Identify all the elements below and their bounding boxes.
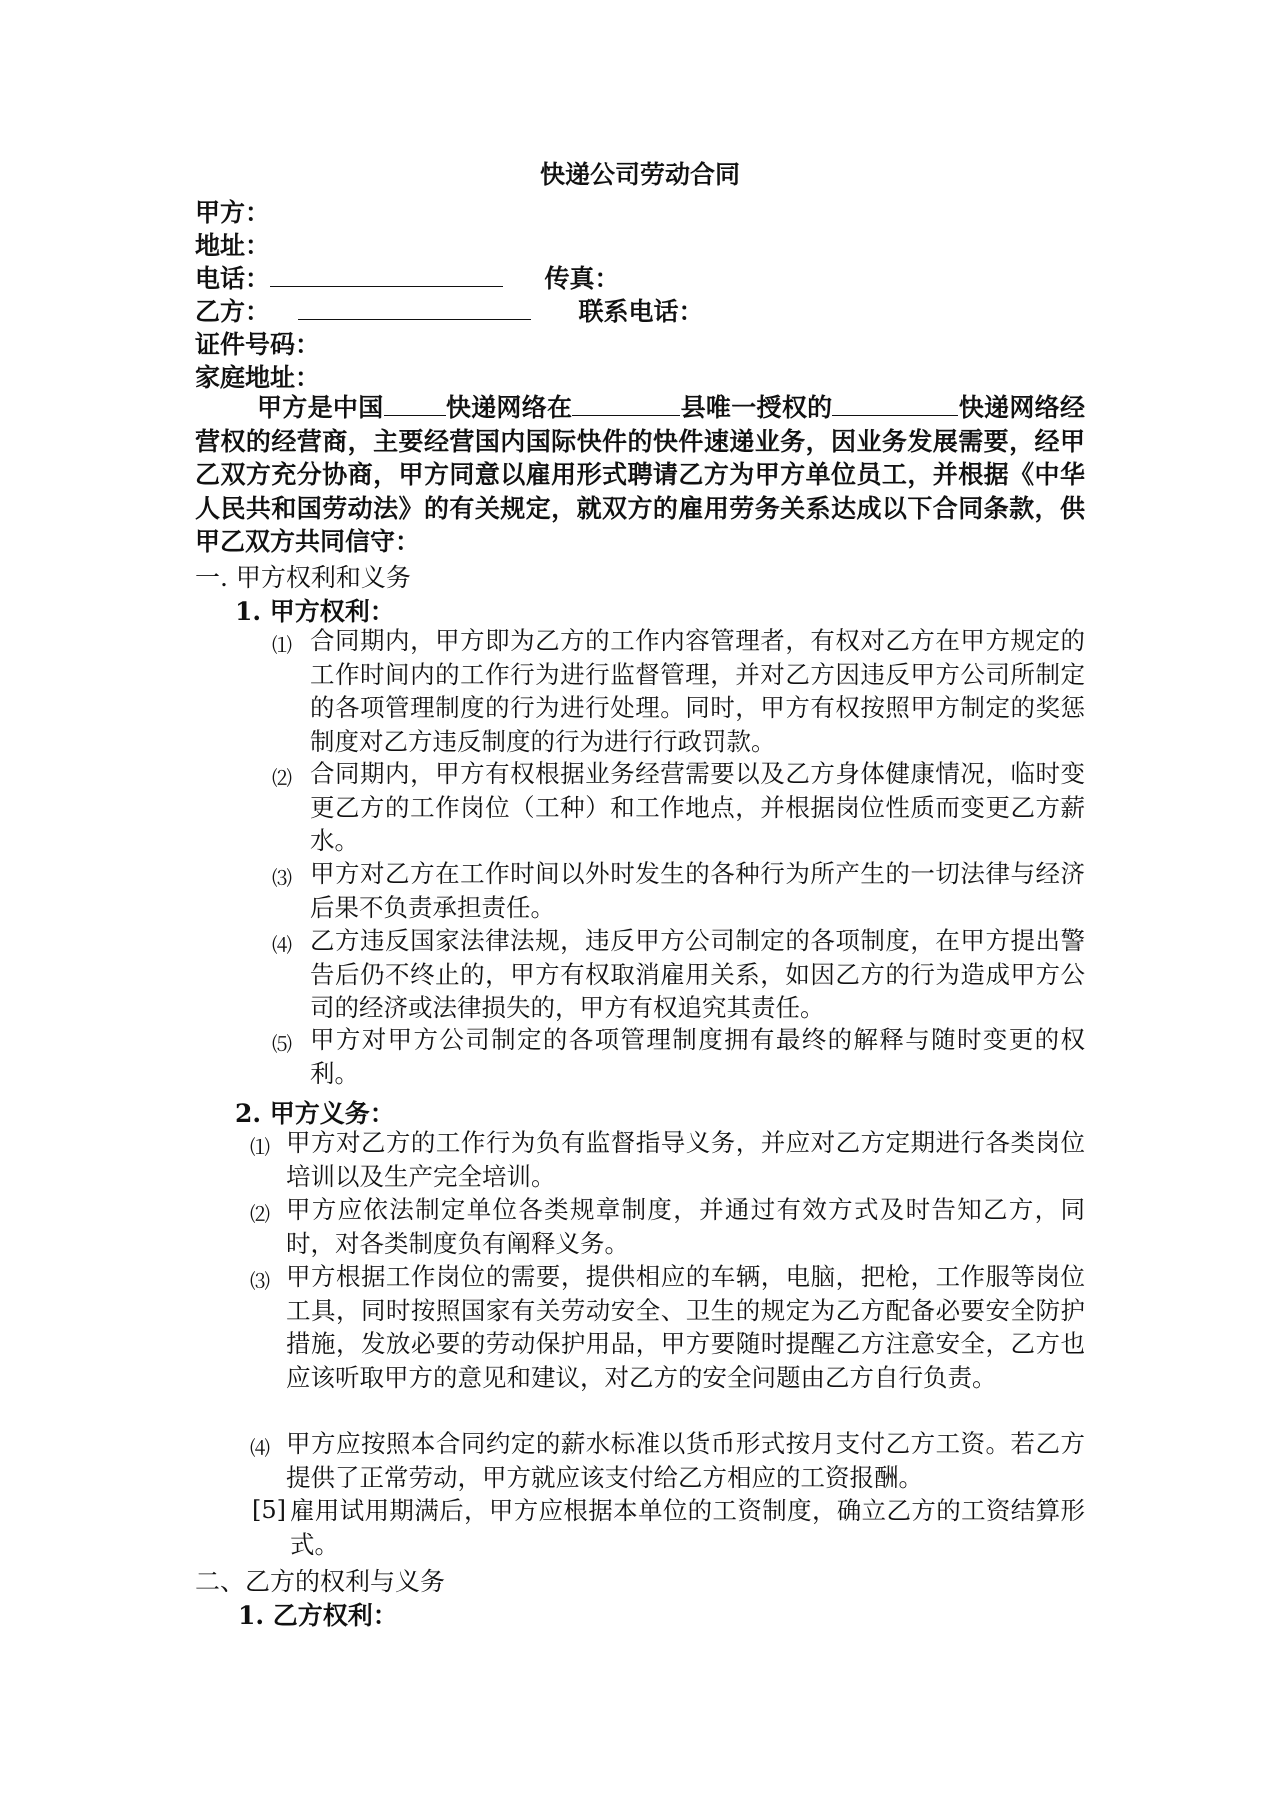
list-item: 甲方根据工作岗位的需要，提供相应的车辆，电脑，把枪，工作服等岗位工具，同时按照国家有关劳动安全、卫生的规定为乙方配备必要安全防护措施，发放必要的劳动保护用品，甲方要随时提醒乙方注意安全，乙方也应该听取甲方的意见和建议，对乙方的安全问题由乙方自行负责。 — [286, 1262, 1085, 1392]
list-item: 甲方应依法制定单位各类规章制度，并通过有效方式及时告知乙方，同时，对各类制度负有阐释义务。 — [286, 1195, 1085, 1258]
list-item-number: ⑵ — [272, 766, 292, 790]
party-b-rights-heading: 1. 乙方权利： — [238, 1601, 398, 1630]
list-item: 甲方对乙方的工作行为负有监督指导义务，并应对乙方定期进行各类岗位培训以及生产完全培训。 — [286, 1128, 1085, 1191]
intro-blank-2 — [572, 389, 680, 416]
list-item-number: ⑵ — [250, 1202, 270, 1226]
list-item: 甲方对甲方公司制定的各项管理制度拥有最终的解释与随时变更的权利。 — [310, 1025, 1085, 1088]
list-item-number: ⑶ — [272, 866, 292, 890]
list-item-number: ⑴ — [272, 633, 292, 657]
contact-phone-label: 联系电话： — [578, 297, 704, 326]
section-2-heading: 二、乙方的权利与义务 — [195, 1567, 446, 1596]
list-item-number: ⑶ — [250, 1269, 270, 1293]
list-item: 乙方违反国家法律法规，违反甲方公司制定的各项制度，在甲方提出警告后仍不终止的，甲方有权取消雇用关系，如因乙方的行为造成甲方公司的经济或法律损失的，甲方有权追究其责任。 — [310, 926, 1085, 1022]
list-item-number: ⑷ — [272, 933, 292, 957]
party-b-label: 乙方： — [195, 297, 271, 326]
list-item: 甲方应按照本合同约定的薪水标准以货币形式按月支付乙方工资。若乙方提供了正常劳动，甲方就应该支付给乙方相应的工资报酬。 — [286, 1429, 1085, 1492]
phone-blank — [270, 260, 503, 287]
address-label: 地址： — [195, 231, 271, 260]
phone-label: 电话： — [195, 264, 271, 293]
list-item-number: [5] — [252, 1496, 286, 1524]
list-item-number: ⑴ — [250, 1135, 270, 1159]
party-a-label: 甲方： — [195, 198, 271, 227]
intro-blank-3 — [832, 389, 958, 416]
party-a-rights-heading: 1. 甲方权利： — [235, 597, 395, 626]
document-title: 快递公司劳动合同 — [539, 160, 740, 189]
party-a-duties-heading: 2. 甲方义务： — [235, 1099, 395, 1128]
party-b-blank — [298, 293, 531, 320]
phone-row — [195, 259, 619, 295]
section-1-heading: 一. 甲方权利和义务 — [195, 563, 411, 592]
list-item: 雇用试用期满后，甲方应根据本单位的工资制度，确立乙方的工资结算形式。 — [290, 1496, 1085, 1559]
list-item: 甲方对乙方在工作时间以外时发生的各种行为所产生的一切法律与经济后果不负责承担责任。 — [310, 859, 1085, 922]
party-b-row — [195, 292, 703, 328]
list-item: 合同期内，甲方有权根据业务经营需要以及乙方身体健康情况，临时变更乙方的工作岗位（工种）和工作地点，并根据岗位性质而变更乙方薪水。 — [310, 759, 1085, 855]
id-number-label: 证件号码： — [195, 330, 321, 359]
list-item-number: ⑸ — [272, 1032, 292, 1056]
intro-blank-1 — [384, 389, 446, 416]
fax-label: 传真： — [544, 264, 620, 293]
home-address-label: 家庭地址： — [195, 363, 321, 392]
list-item-number: ⑷ — [250, 1436, 270, 1460]
list-item: 合同期内，甲方即为乙方的工作内容管理者，有权对乙方在甲方规定的工作时间内的工作行为进行监督管理，并对乙方因违反甲方公司所制定的各项管理制度的行为进行处理。同时，甲方有权按照甲方制定的奖惩制度对乙方违反制度的行为进行行政罚款。 — [310, 626, 1085, 756]
intro-paragraph: 甲方是中国 快递网络在 县唯一授权的 快递网络经营权的经营商，主要经营国内国际快件的快件速递业务，因业务发展需要，经甲乙双方充分协商，甲方同意以雇用形式聘请乙方为甲方单位员工，并根据《中华人民共和国劳动法》的有关规定，就双方的雇用劳务关系达成以下合同条款，供甲乙双方共同信守： — [195, 389, 1085, 559]
